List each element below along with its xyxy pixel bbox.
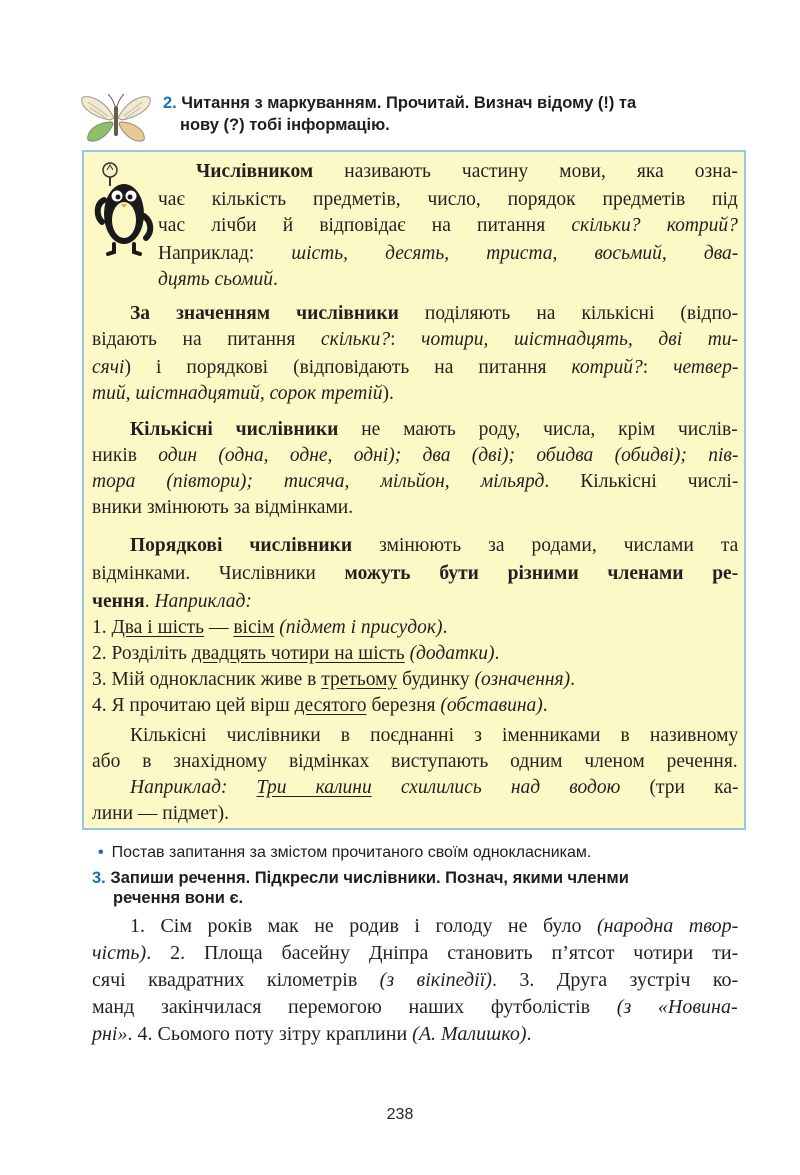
rule-p4-line-1: Порядкові числівники змінюють за родами, числами та — [130, 535, 739, 556]
exercise-line-4: манд закінчилася перемогою наших футболістів (з «Новина- — [92, 996, 738, 1018]
rule-example-1: 1. Два і шість — вісім (підмет і присудок). — [92, 617, 448, 638]
exercise-line-2: чість). 2. Площа басейну Дніпра становить п’ятсот чотири ти- — [92, 942, 739, 964]
rule-example-3: 3. Мій однокласник живе в третьому будинку (означення). — [92, 669, 575, 690]
task-3-heading: 3. Запиши речення. Підкресли числівники. Познач, якими членми речення вони є. — [92, 869, 629, 907]
rule-p4-line-3: чення. Наприклад: — [92, 591, 252, 612]
rule-p2-line-2: відають на питання скільки?: чотири, шістнадцять, дві ти- — [92, 329, 739, 350]
rule-p4-line-2: відмінками. Числівники можуть бути різними членами ре- — [92, 563, 739, 584]
task-number: 2. — [163, 94, 177, 112]
page-number: 238 — [386, 1106, 414, 1123]
rule-p3-line-4: вники змінюють за відмінками. — [92, 497, 354, 518]
rule-p1-line-5: дцять сьомий. — [158, 269, 278, 290]
rule-p1-line-3: час лічби й відповідає на питання скільки? котрий? — [158, 215, 738, 236]
rule-p2-line-3: сячі) і порядкові (відповідають на питання котрий?: четвер- — [92, 357, 739, 378]
task-2-heading: 2. Читання з маркуванням. Прочитай. Визнач відому (!) та нову (?) тобі інформацію. — [163, 94, 637, 134]
exercise-line-1: 1. Сім років мак не родив і голоду не було (народна твор- — [130, 915, 739, 937]
rule-p3-line-1: Кількісні числівники не мають роду, числа, крім числів- — [130, 419, 738, 440]
rule-p5-line-1: Кількісні числівники в поєднанні з іменниками в називному — [130, 725, 739, 746]
rule-p5-line-3: Наприклад: Три калини схилились над водою (три ка- — [130, 777, 739, 798]
rule-p3-line-3: тора (півтори); тисяча, мільйон, мільярд. Кількісні числі- — [92, 471, 739, 492]
rule-p2-line-4: тий, шістнадцятий, сорок третій). — [92, 383, 394, 404]
rule-p5-line-2: або в знахідному відмінках виступають одним членом речення. — [92, 751, 738, 772]
butterfly-icon — [80, 92, 152, 144]
bullet-icon: • — [98, 844, 104, 861]
rule-p3-line-2: ників один (одна, одне, одні); два (дві); обидва (обидві); пів- — [92, 445, 739, 466]
owl-mascot-icon — [92, 160, 156, 256]
rule-example-4: 4. Я прочитаю цей вірш десятого березня (обставина). — [92, 695, 548, 716]
rule-example-2: 2. Розділіть двадцять чотири на шість (додатки). — [92, 643, 500, 664]
task-number: 3. — [92, 869, 106, 887]
bullet-instruction: • Постав запитання за змістом прочитаного своїм однокласникам. — [98, 844, 592, 861]
exercise-line-5: рні». 4. Сьомого поту зітру краплини (А. Малишко). — [92, 1023, 532, 1045]
rule-p1-line-1: Числівником називають частину мови, яка озна- — [196, 161, 738, 182]
exercise-line-3: сячі квадратних кілометрів (з вікіпедії). 3. Друга зустріч ко- — [92, 969, 739, 991]
rule-p5-line-4: лини — підмет). — [92, 803, 229, 824]
rule-p2-line-1: За значенням числівники поділяють на кількісні (відпо- — [130, 303, 739, 324]
rule-p1-line-4: Наприклад: шість, десять, триста, восьмий, два- — [158, 243, 739, 264]
rule-p1-line-2: чає кількість предметів, число, порядок предметів під — [158, 189, 738, 210]
